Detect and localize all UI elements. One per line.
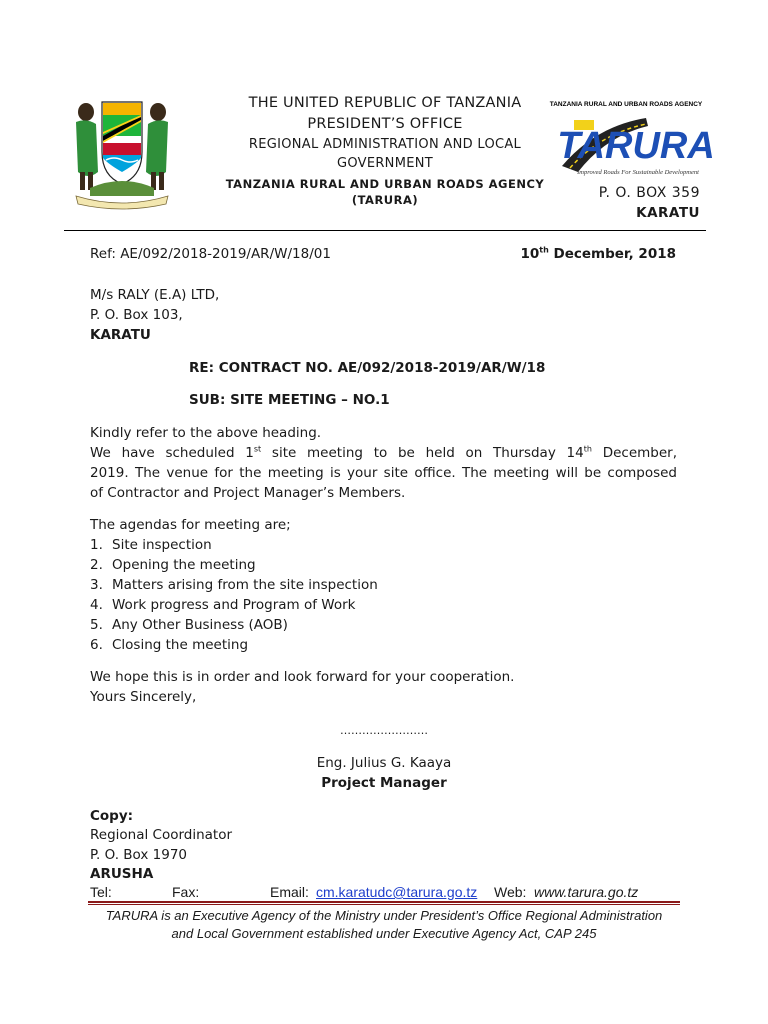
- header-city: KARATU: [636, 205, 700, 221]
- copy-label: Copy:: [90, 808, 134, 824]
- header-ministry-line1: REGIONAL ADMINISTRATION AND LOCAL: [248, 137, 522, 152]
- email-link[interactable]: cm.karatudc@tarura.go.tz: [316, 884, 478, 900]
- copy-box: P. O. Box 1970: [90, 847, 188, 863]
- header-pobox: P. O. BOX 359: [598, 185, 700, 201]
- svg-text:TARURA: TARURA: [557, 125, 715, 167]
- header-ministry-line2: GOVERNMENT: [336, 156, 434, 171]
- addressee-city: KARATU: [90, 327, 151, 343]
- body-line-2: We have scheduled 1st site meeting to be held on Thursday 14th December,: [90, 444, 677, 461]
- addressee-name: M/s RALY (E.A) LTD,: [90, 287, 220, 303]
- yours-sincerely: Yours Sincerely,: [90, 689, 197, 705]
- list-item: 2. Opening the meeting: [90, 557, 256, 573]
- footer-line-2: and Local Government established under Executive Agency Act, CAP 245: [171, 926, 597, 941]
- web-link[interactable]: www.tarura.go.tz: [534, 884, 639, 900]
- date-suffix: th: [539, 245, 549, 255]
- header-country: THE UNITED REPUBLIC OF TANZANIA: [248, 95, 522, 111]
- header-divider: [64, 230, 706, 231]
- addressee-box: P. O. Box 103,: [90, 307, 183, 323]
- list-item: 3. Matters arising from the site inspection: [90, 577, 378, 593]
- body-paragraph: [90, 423, 677, 503]
- list-item: 1. Site inspection: [90, 537, 212, 553]
- body-line-3: 2019. The venue for the meeting is your site office. The meeting will be composed: [90, 465, 677, 481]
- body-line-4: of Contractor and Project Manager’s Members.: [90, 485, 406, 501]
- tarura-logo: [549, 96, 715, 184]
- agenda-list: [90, 535, 378, 655]
- subject-re: RE: CONTRACT NO. AE/092/2018-2019/AR/W/18: [189, 360, 546, 376]
- footer-divider: [88, 901, 680, 903]
- signature-dots: ……………………: [340, 724, 428, 737]
- date-rest: December, 2018: [548, 246, 676, 262]
- svg-text:TANZANIA RURAL AND URBAN ROADS: TANZANIA RURAL AND URBAN ROADS AGENCY: [549, 101, 703, 108]
- subject-sub: SUB: SITE MEETING – NO.1: [189, 392, 390, 408]
- tel-label: Tel:: [90, 884, 112, 900]
- coat-of-arms-logo: [66, 92, 178, 210]
- closing-line: We hope this is in order and look forward for your cooperation.: [90, 669, 515, 685]
- svg-text:Improved Roads For Sustainable: Improved Roads For Sustainable Development: [577, 169, 699, 176]
- letter-date: [480, 244, 676, 264]
- list-item: 4. Work progress and Program of Work: [90, 597, 356, 613]
- header-agency: TANZANIA RURAL AND URBAN ROADS AGENCY: [225, 177, 545, 191]
- header-agency-abbr: (TARURA): [351, 193, 419, 207]
- email-label: Email:: [270, 884, 309, 900]
- copy-recipient: Regional Coordinator: [90, 827, 233, 843]
- body-line-1: Kindly refer to the above heading.: [90, 425, 322, 441]
- footer-divider-2: [88, 904, 680, 905]
- list-item: 5. Any Other Business (AOB): [90, 617, 288, 633]
- web-label: Web:: [494, 884, 527, 900]
- list-item: 6. Closing the meeting: [90, 637, 249, 653]
- fax-label: Fax:: [172, 884, 200, 900]
- date-day: 10: [520, 246, 540, 262]
- header-office: PRESIDENT’S OFFICE: [307, 116, 463, 132]
- agenda-intro: The agendas for meeting are;: [90, 517, 291, 533]
- footer-line-1: TARURA is an Executive Agency of the Ministry under President’s Office Regional Administration: [105, 908, 663, 923]
- signatory-title: Project Manager: [321, 775, 447, 791]
- signatory-name: Eng. Julius G. Kaaya: [316, 755, 452, 771]
- reference-number: Ref: AE/092/2018-2019/AR/W/18/01: [90, 246, 331, 262]
- copy-city: ARUSHA: [90, 866, 154, 882]
